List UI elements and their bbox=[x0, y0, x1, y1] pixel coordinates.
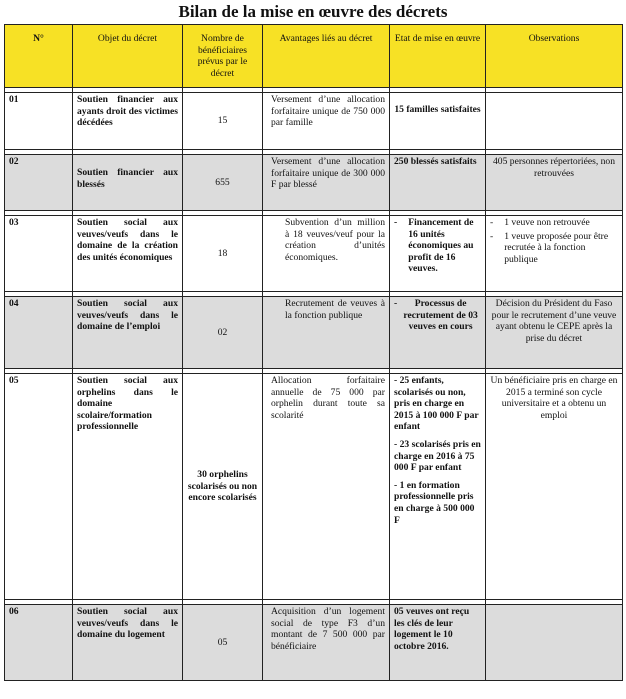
observation-text: Un bénéficiaire pris en charge en 2015 a terminé son cycle universitaire et a obtenu un emploi bbox=[490, 375, 618, 421]
row-number: 01 bbox=[5, 93, 73, 150]
header-beneficiaires: Nombre de bénéficiaires prévus par le décret bbox=[183, 25, 263, 88]
row-avantages: Versement d’une allocation forfaitaire unique de 300 000 F par blessé bbox=[263, 155, 390, 211]
row-beneficiaires: 655 bbox=[183, 155, 263, 211]
etat-item: - 1 en formation professionnelle pris en charge à 500 000 F bbox=[394, 479, 475, 526]
row-objet: Soutien social aux veuves/veufs dans le domaine du logement bbox=[73, 605, 183, 681]
header-objet: Objet du décret bbox=[73, 25, 183, 88]
observation-item: - 1 veuve proposée pour être recrutée à la fonction publique bbox=[490, 231, 618, 266]
row-observations bbox=[486, 93, 623, 150]
observation-item: - 1 veuve non retrouvée bbox=[490, 217, 618, 229]
row-avantages: Allocation forfaitaire annuelle de 75 000 par orphelin durant toute sa scolarité bbox=[263, 374, 390, 600]
row-observations bbox=[486, 605, 623, 681]
row-observations bbox=[486, 216, 623, 292]
observation-text: Décision du Président du Faso pour le recrutement d’une veuve ayant obtenu le CEPE après la prise du décret bbox=[491, 298, 617, 344]
row-etat bbox=[390, 605, 486, 681]
table-row bbox=[5, 155, 623, 211]
row-avantages: Recrutement de veuves à la fonction publique bbox=[263, 297, 390, 369]
table-row bbox=[5, 297, 623, 369]
etat-item: - Financement de 16 unités économiques au profit de 16 veuves. bbox=[394, 217, 481, 275]
row-number: 06 bbox=[5, 605, 73, 681]
observation-text: 1 veuve non retrouvée bbox=[504, 217, 590, 228]
decrees-table bbox=[4, 24, 623, 681]
table-header-row bbox=[5, 25, 623, 88]
etat-item: - 25 enfants, scolarisés ou non, pris en charge en 2015 à 100 000 F par enfant bbox=[394, 375, 479, 433]
row-objet: Soutien social aux veuves/veufs dans le domaine de la création des unités économiques bbox=[73, 216, 183, 292]
table-row bbox=[5, 216, 623, 292]
observation-text: 1 veuve proposée pour être recrutée à la fonction publique bbox=[504, 230, 609, 265]
row-avantages: Versement d’une allocation forfaitaire unique de 750 000 par famille bbox=[263, 93, 390, 150]
row-objet: Soutien financier aux ayants droit des victimes décédées bbox=[73, 93, 183, 150]
row-beneficiaires: 18 bbox=[183, 216, 263, 292]
row-number: 03 bbox=[5, 216, 73, 292]
row-avantages: Acquisition d’un logement social de type F3 d’un montant de 7 500 000 par bénéficiaire bbox=[263, 605, 390, 681]
row-objet: Soutien social aux veuves/veufs dans le domaine de l’emploi bbox=[73, 297, 183, 369]
table-row bbox=[5, 374, 623, 600]
table-row bbox=[5, 605, 623, 681]
row-beneficiaires: 30 orphelins scolarisés ou non encore scolarisés bbox=[183, 374, 263, 600]
page-title: Bilan de la mise en œuvre des décrets bbox=[178, 2, 448, 21]
etat-text: 05 veuves ont reçu les clés de leur logement le 10 octobre 2016. bbox=[394, 606, 470, 652]
row-etat bbox=[390, 297, 486, 369]
etat-text: Processus de recrutement de 03 veuves en cours bbox=[403, 298, 478, 333]
row-number: 04 bbox=[5, 297, 73, 369]
row-beneficiaires: 15 bbox=[183, 93, 263, 150]
etat-text: 15 familles satisfaites bbox=[394, 104, 481, 115]
row-number: 05 bbox=[5, 374, 73, 600]
row-objet: Soutien social aux orphelins dans le domaine scolaire/formation professionnelle bbox=[73, 374, 183, 600]
table-row bbox=[5, 93, 623, 150]
row-observations bbox=[486, 155, 623, 211]
observation-text: 405 personnes répertoriées, non retrouvées bbox=[492, 156, 616, 179]
header-number: N° bbox=[5, 25, 73, 88]
row-beneficiaires: 02 bbox=[183, 297, 263, 369]
etat-text: Financement de 16 unités économiques au profit de 16 veuves. bbox=[408, 217, 474, 275]
etat-text: 250 blessés satisfaits bbox=[394, 156, 477, 167]
etat-item: - 23 scolarisés pris en charge en 2016 à 75 000 F par enfant bbox=[394, 438, 481, 474]
row-etat bbox=[390, 216, 486, 292]
row-beneficiaires: 05 bbox=[183, 605, 263, 681]
row-etat bbox=[390, 93, 486, 150]
row-observations bbox=[486, 297, 623, 369]
row-etat bbox=[390, 155, 486, 211]
row-observations bbox=[486, 374, 623, 600]
row-objet: Soutien financier aux blessés bbox=[73, 155, 183, 211]
header-avantages: Avantages liés au décret bbox=[263, 25, 390, 88]
header-observations: Observations bbox=[486, 25, 623, 88]
header-etat: Etat de mise en œuvre bbox=[390, 25, 486, 88]
row-avantages: Subvention d’un million à 18 veuves/veuf pour la création d’unités économiques. bbox=[263, 216, 390, 292]
etat-item: - Processus de recrutement de 03 veuves en cours bbox=[394, 298, 481, 333]
row-number: 02 bbox=[5, 155, 73, 211]
row-etat bbox=[390, 374, 486, 600]
